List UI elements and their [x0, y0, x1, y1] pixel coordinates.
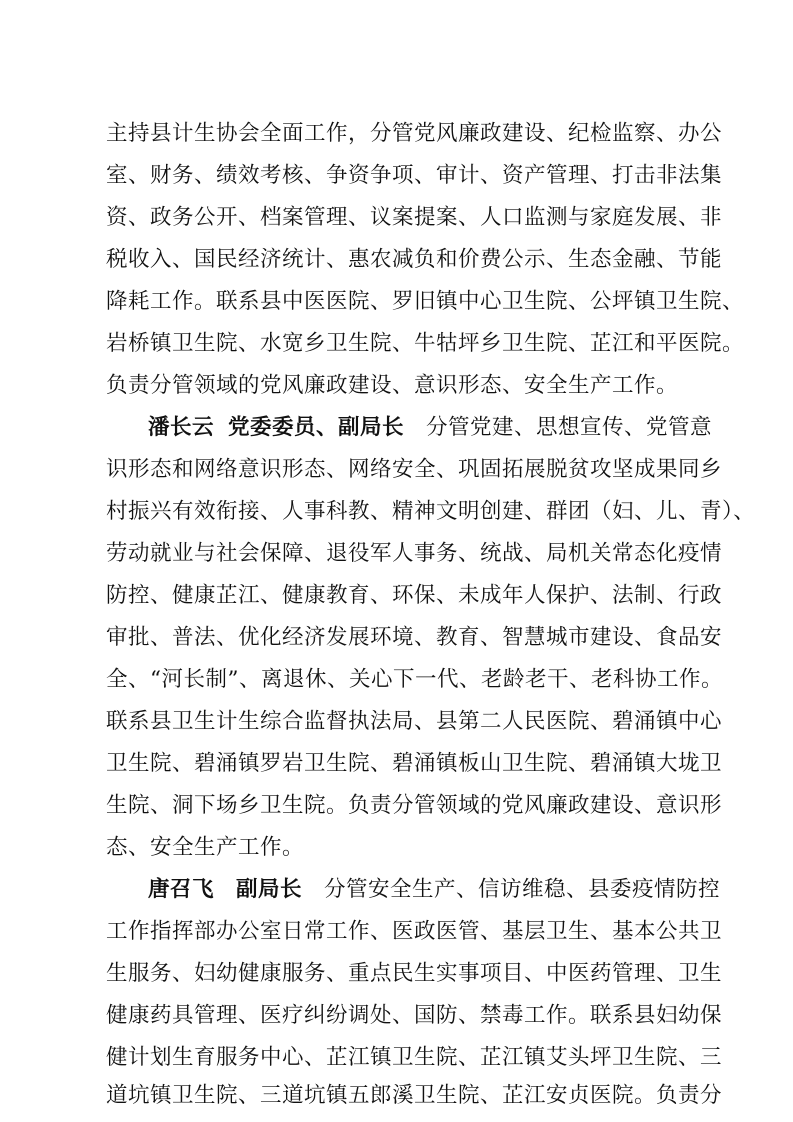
text-line: 岩桥镇卫生院、水宽乡卫生院、牛牯坪乡卫生院、芷江和平医院。: [106, 331, 745, 356]
person-name: 潘长云: [148, 415, 215, 440]
duty-text: 分管安全生产、信访维稳、县委疫情防控: [324, 877, 721, 902]
text-line: 防控、健康芷江、健康教育、环保、未成年人保护、法制、行政: [106, 583, 723, 608]
text-line: 税收入、国民经济统计、惠农减负和价费公示、生态金融、节能: [106, 247, 723, 272]
paragraph-heading-line: [148, 870, 721, 910]
paragraph-heading-line: [148, 408, 713, 448]
text-line: 审批、普法、优化经济发展环境、教育、智慧城市建设、食品安: [106, 625, 723, 650]
text-line: 村振兴有效衔接、人事科教、精神文明创建、群团（妇、儿、青）、: [106, 499, 756, 524]
duty-text: 分管党建、思想宣传、党管意: [426, 415, 713, 440]
text-line: 态、安全生产工作。: [106, 835, 305, 860]
text-line: 识形态和网络意识形态、网络安全、巩固拓展脱贫攻坚成果同乡: [106, 457, 723, 482]
person-title: 副局长: [236, 877, 303, 902]
text-line: 主持县计生协会全面工作，分管党风廉政建设、纪检监察、办公: [106, 121, 723, 146]
text-line: 联系县卫生计生综合监督执法局、县第二人民医院、碧涌镇中心: [106, 709, 723, 734]
text-line: 生院、洞下场乡卫生院。负责分管领域的党风廉政建设、意识形: [106, 793, 723, 818]
text-line: 道坑镇卫生院、三道坑镇五郎溪卫生院、芷江安贞医院。负责分: [106, 1083, 723, 1108]
text-line: 室、财务、绩效考核、争资争项、审计、资产管理、打击非法集: [106, 163, 723, 188]
text-line: 健计划生育服务中心、芷江镇卫生院、芷江镇艾头坪卫生院、三: [106, 1045, 723, 1070]
text-line: 生服务、妇幼健康服务、重点民生实事项目、中医药管理、卫生: [106, 961, 723, 986]
person-title: 党委委员、副局长: [228, 415, 405, 440]
text-line: 健康药具管理、医疗纠纷调处、国防、禁毒工作。联系县妇幼保: [106, 1003, 723, 1028]
text-line: 全、“河长制”、离退休、关心下一代、老龄老干、老科协工作。: [106, 667, 723, 692]
text-line: 工作指挥部办公室日常工作、医政医管、基层卫生、基本公共卫: [106, 919, 723, 944]
text-line: 降耗工作。联系县中医医院、罗旧镇中心卫生院、公坪镇卫生院、: [106, 289, 745, 314]
text-line: 资、政务公开、档案管理、议案提案、人口监测与家庭发展、非: [106, 205, 723, 230]
person-name: 唐召飞: [148, 877, 215, 902]
text-line: 负责分管领域的党风廉政建设、意识形态、安全生产工作。: [106, 373, 679, 398]
text-line: 卫生院、碧涌镇罗岩卫生院、碧涌镇板山卫生院、碧涌镇大垅卫: [106, 751, 723, 776]
text-line: 劳动就业与社会保障、退役军人事务、统战、局机关常态化疫情: [106, 541, 723, 566]
